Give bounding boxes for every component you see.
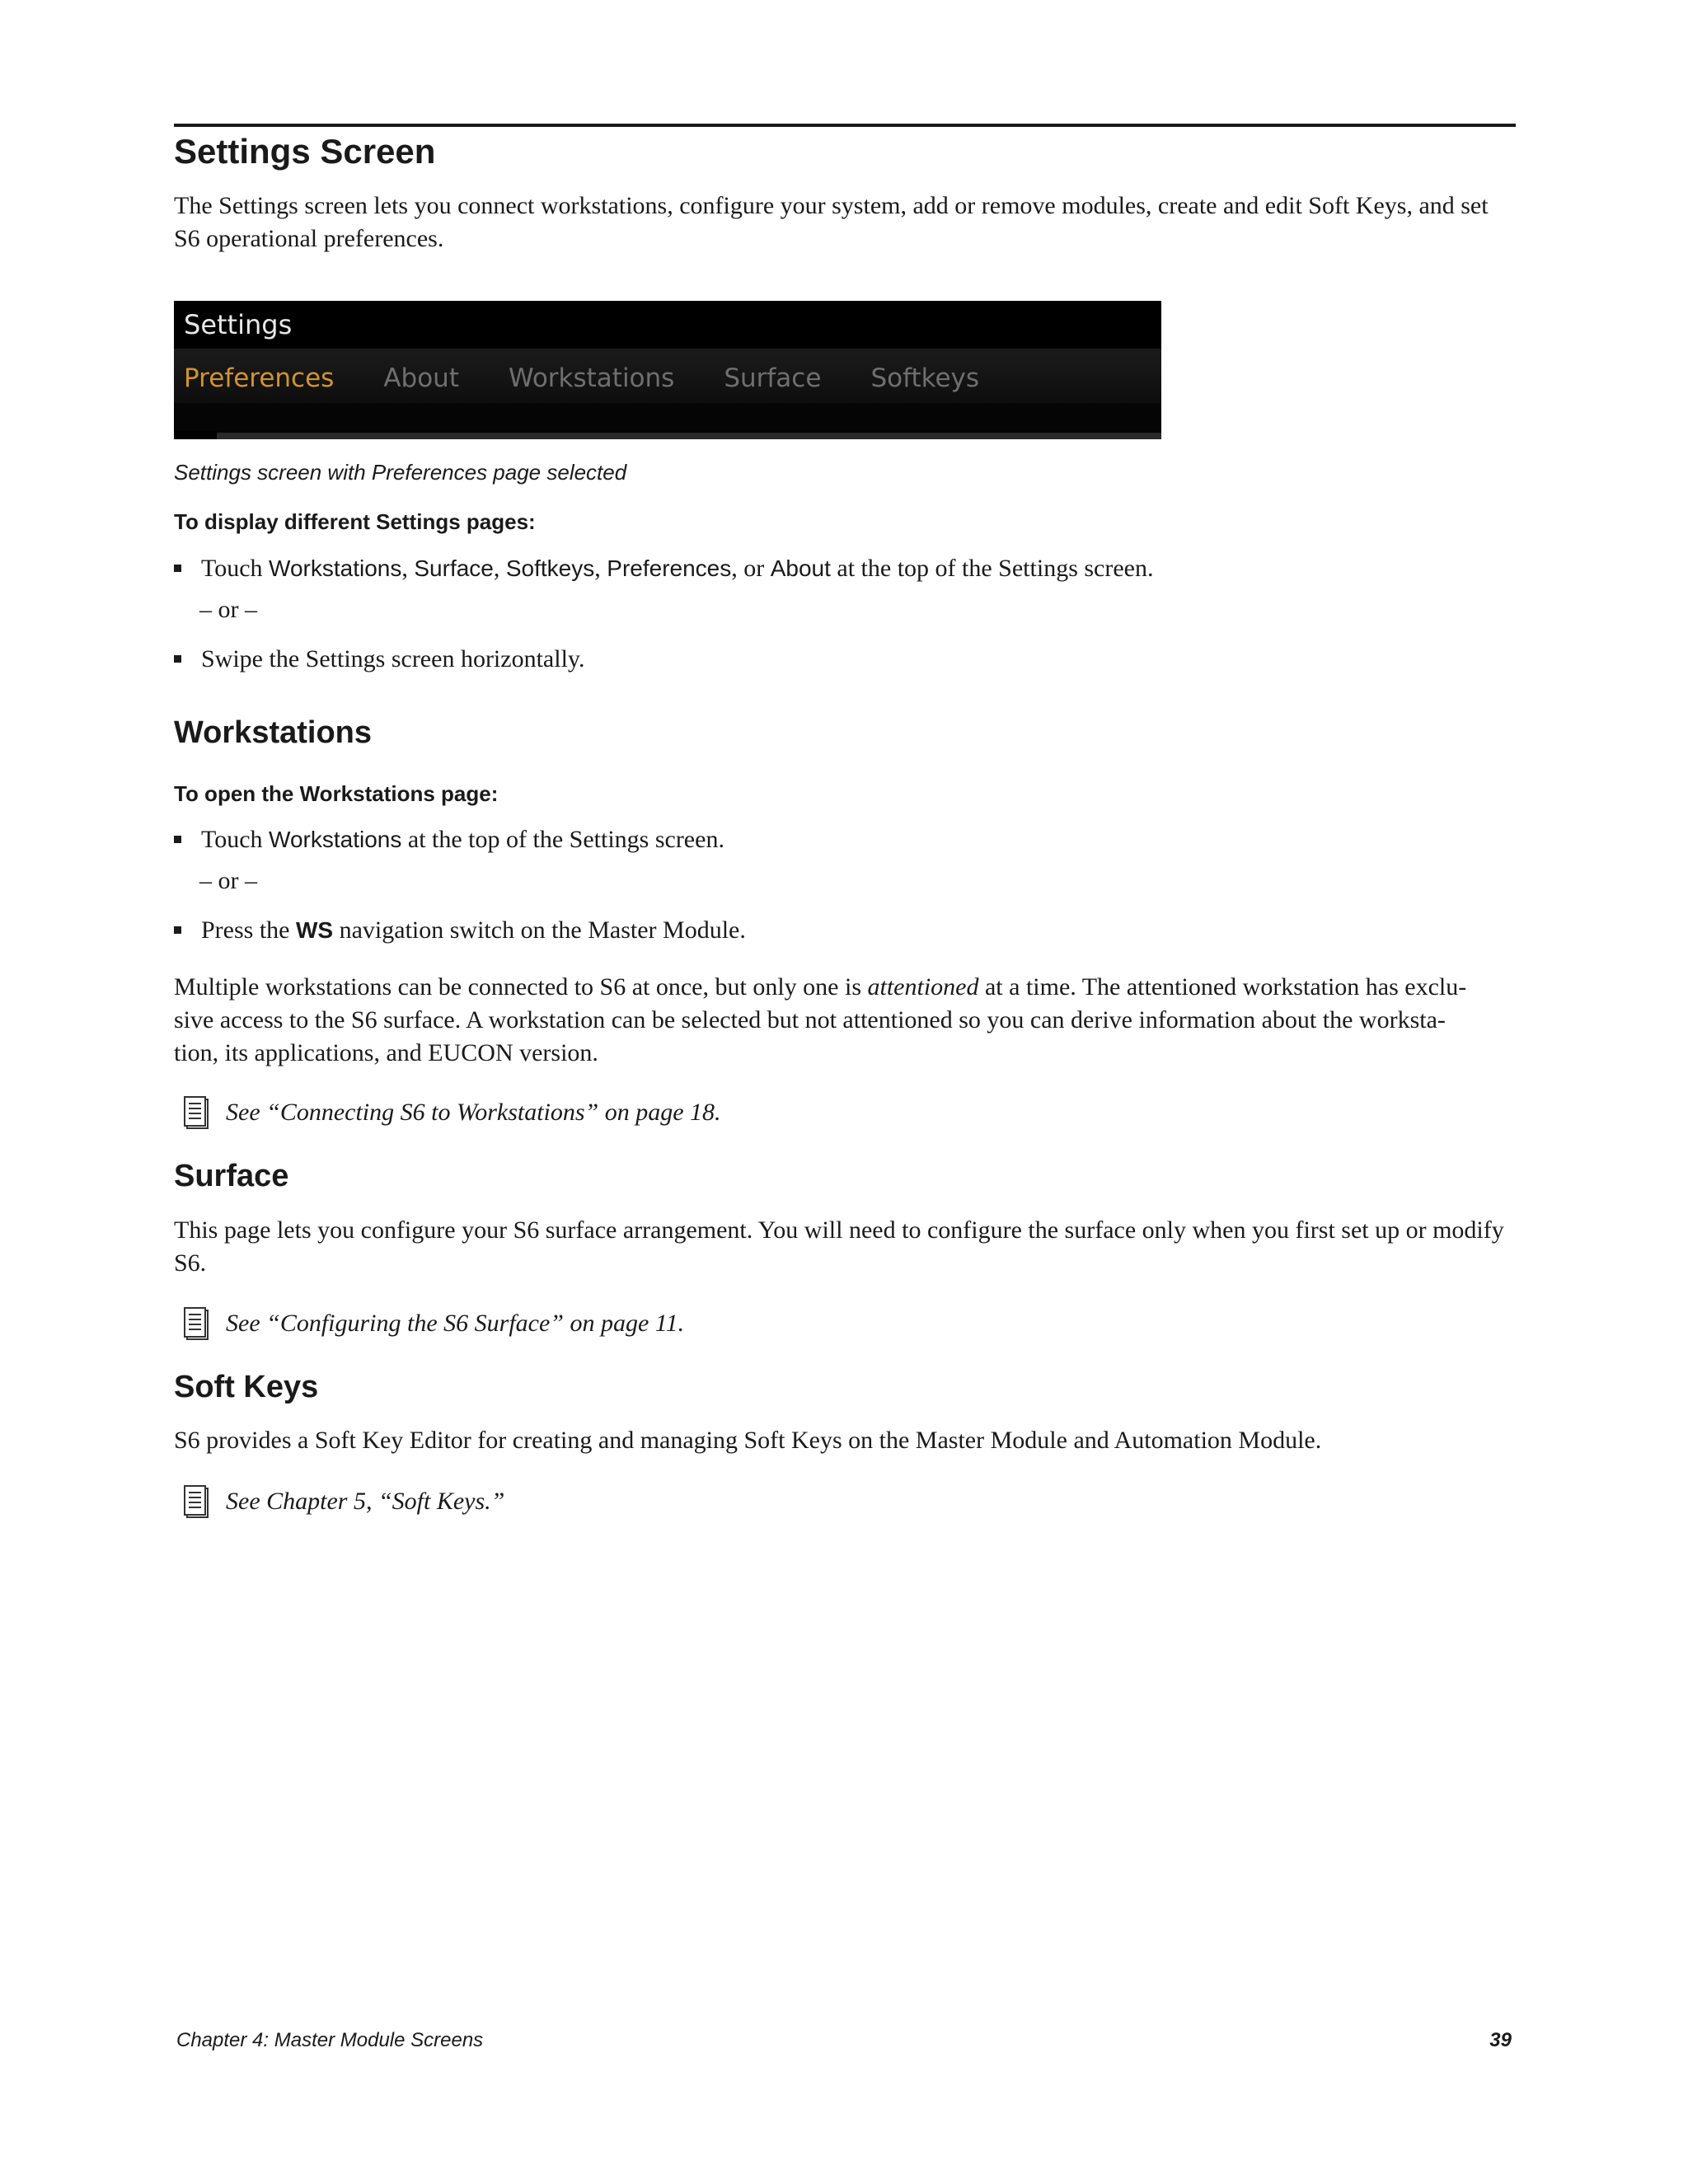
note-text: See “Connecting S6 to Workstations” on page 18.	[226, 1099, 721, 1126]
separator: ,	[401, 555, 415, 582]
bullet-tail: navigation switch on the Master Module.	[333, 916, 746, 944]
bullet-tail: at the top of the Settings screen.	[401, 826, 724, 853]
section-heading-soft-keys: Soft Keys	[174, 1370, 319, 1404]
separator: , or	[731, 555, 771, 582]
note-text: See Chapter 5, “Soft Keys.”	[226, 1488, 505, 1515]
or-separator: – or –	[199, 867, 257, 894]
bullet-marker	[174, 655, 181, 663]
workstations-paragraph	[174, 971, 1516, 1070]
procedure-heading-display: To display different Settings pages:	[174, 509, 536, 534]
emphasis-attentioned: attentioned	[867, 973, 979, 1001]
footer-chapter: Chapter 4: Master Module Screens	[176, 2029, 484, 2051]
bullet-marker	[174, 836, 181, 843]
tab-about[interactable]: About	[383, 363, 459, 393]
separator: ,	[594, 555, 607, 582]
section-heading-workstations: Workstations	[174, 715, 373, 750]
top-rule	[174, 124, 1516, 127]
term-about: About	[770, 555, 831, 581]
bullet-tail: at the top of the Settings screen.	[830, 555, 1154, 582]
bullet-text: Touch	[201, 555, 270, 582]
note-text: See “Configuring the S6 Surface” on page 11.	[226, 1310, 685, 1337]
bullet-swipe	[174, 643, 584, 676]
footer-page-number: 39	[1489, 2029, 1512, 2051]
bullet-touch-workstations	[174, 823, 724, 856]
bullet-press-ws	[174, 914, 746, 947]
settings-title: Settings	[184, 309, 293, 340]
tab-preferences[interactable]: Preferences	[184, 363, 335, 393]
soft-keys-paragraph: S6 provides a Soft Key Editor for creating and managing Soft Keys on the Master Module and Automation Module.	[174, 1427, 1322, 1454]
section-heading-surface: Surface	[174, 1159, 289, 1193]
term-workstations: Workstations	[269, 555, 402, 581]
note-surface	[183, 1304, 684, 1343]
note-connecting	[183, 1093, 721, 1132]
page-title: Settings Screen	[174, 132, 436, 171]
bullet-touch-tabs	[174, 552, 1153, 585]
term-surface: Surface	[414, 555, 494, 581]
settings-screenshot	[174, 301, 1161, 439]
separator: ,	[493, 555, 506, 582]
settings-title-bar	[174, 301, 1161, 349]
bullet-text: Press the	[201, 916, 296, 944]
term-preferences: Preferences	[607, 555, 732, 581]
intro-paragraph: The Settings screen lets you connect workstations, configure your system, add or remove modules, create and edit Soft Keys, and set S6 operational preferences.	[174, 192, 1489, 252]
paragraph-line: tion, its applications, and EUCON version.	[174, 1039, 598, 1066]
note-book-icon	[183, 1484, 209, 1519]
term-ws: WS	[296, 917, 334, 943]
bullet-text: Swipe the Settings screen horizontally.	[201, 645, 585, 673]
or-separator: – or –	[199, 596, 257, 623]
paragraph-line	[174, 971, 1516, 1004]
text-run: Multiple workstations can be connected to S6 at once, but only one is	[174, 973, 868, 1001]
surface-paragraph: This page lets you configure your S6 surface arrangement. You will need to configure the surface only when you first set up or modify S6.	[174, 1216, 1504, 1277]
settings-tabs	[184, 363, 1029, 393]
page-scroll-track	[217, 433, 1161, 439]
figure-caption: Settings screen with Preferences page selected	[174, 460, 627, 485]
page-indicator	[174, 431, 217, 439]
tab-surface[interactable]: Surface	[724, 363, 822, 393]
paragraph-line: sive access to the S6 surface. A workstation can be selected but not attentioned so you can derive information about the worksta-	[174, 1006, 1446, 1033]
bullet-marker	[174, 565, 181, 572]
term-workstations: Workstations	[269, 827, 402, 852]
note-book-icon	[183, 1306, 209, 1341]
term-softkeys: Softkeys	[505, 555, 595, 581]
note-book-icon	[183, 1095, 209, 1130]
tab-softkeys[interactable]: Softkeys	[870, 363, 980, 393]
bullet-text: Touch	[201, 826, 270, 853]
note-soft-keys	[183, 1482, 504, 1521]
tab-workstations[interactable]: Workstations	[508, 363, 675, 393]
procedure-heading-workstations: To open the Workstations page:	[174, 781, 499, 806]
bullet-marker	[174, 926, 181, 934]
text-run: at a time. The attentioned workstation has exclu-	[978, 973, 1467, 1001]
